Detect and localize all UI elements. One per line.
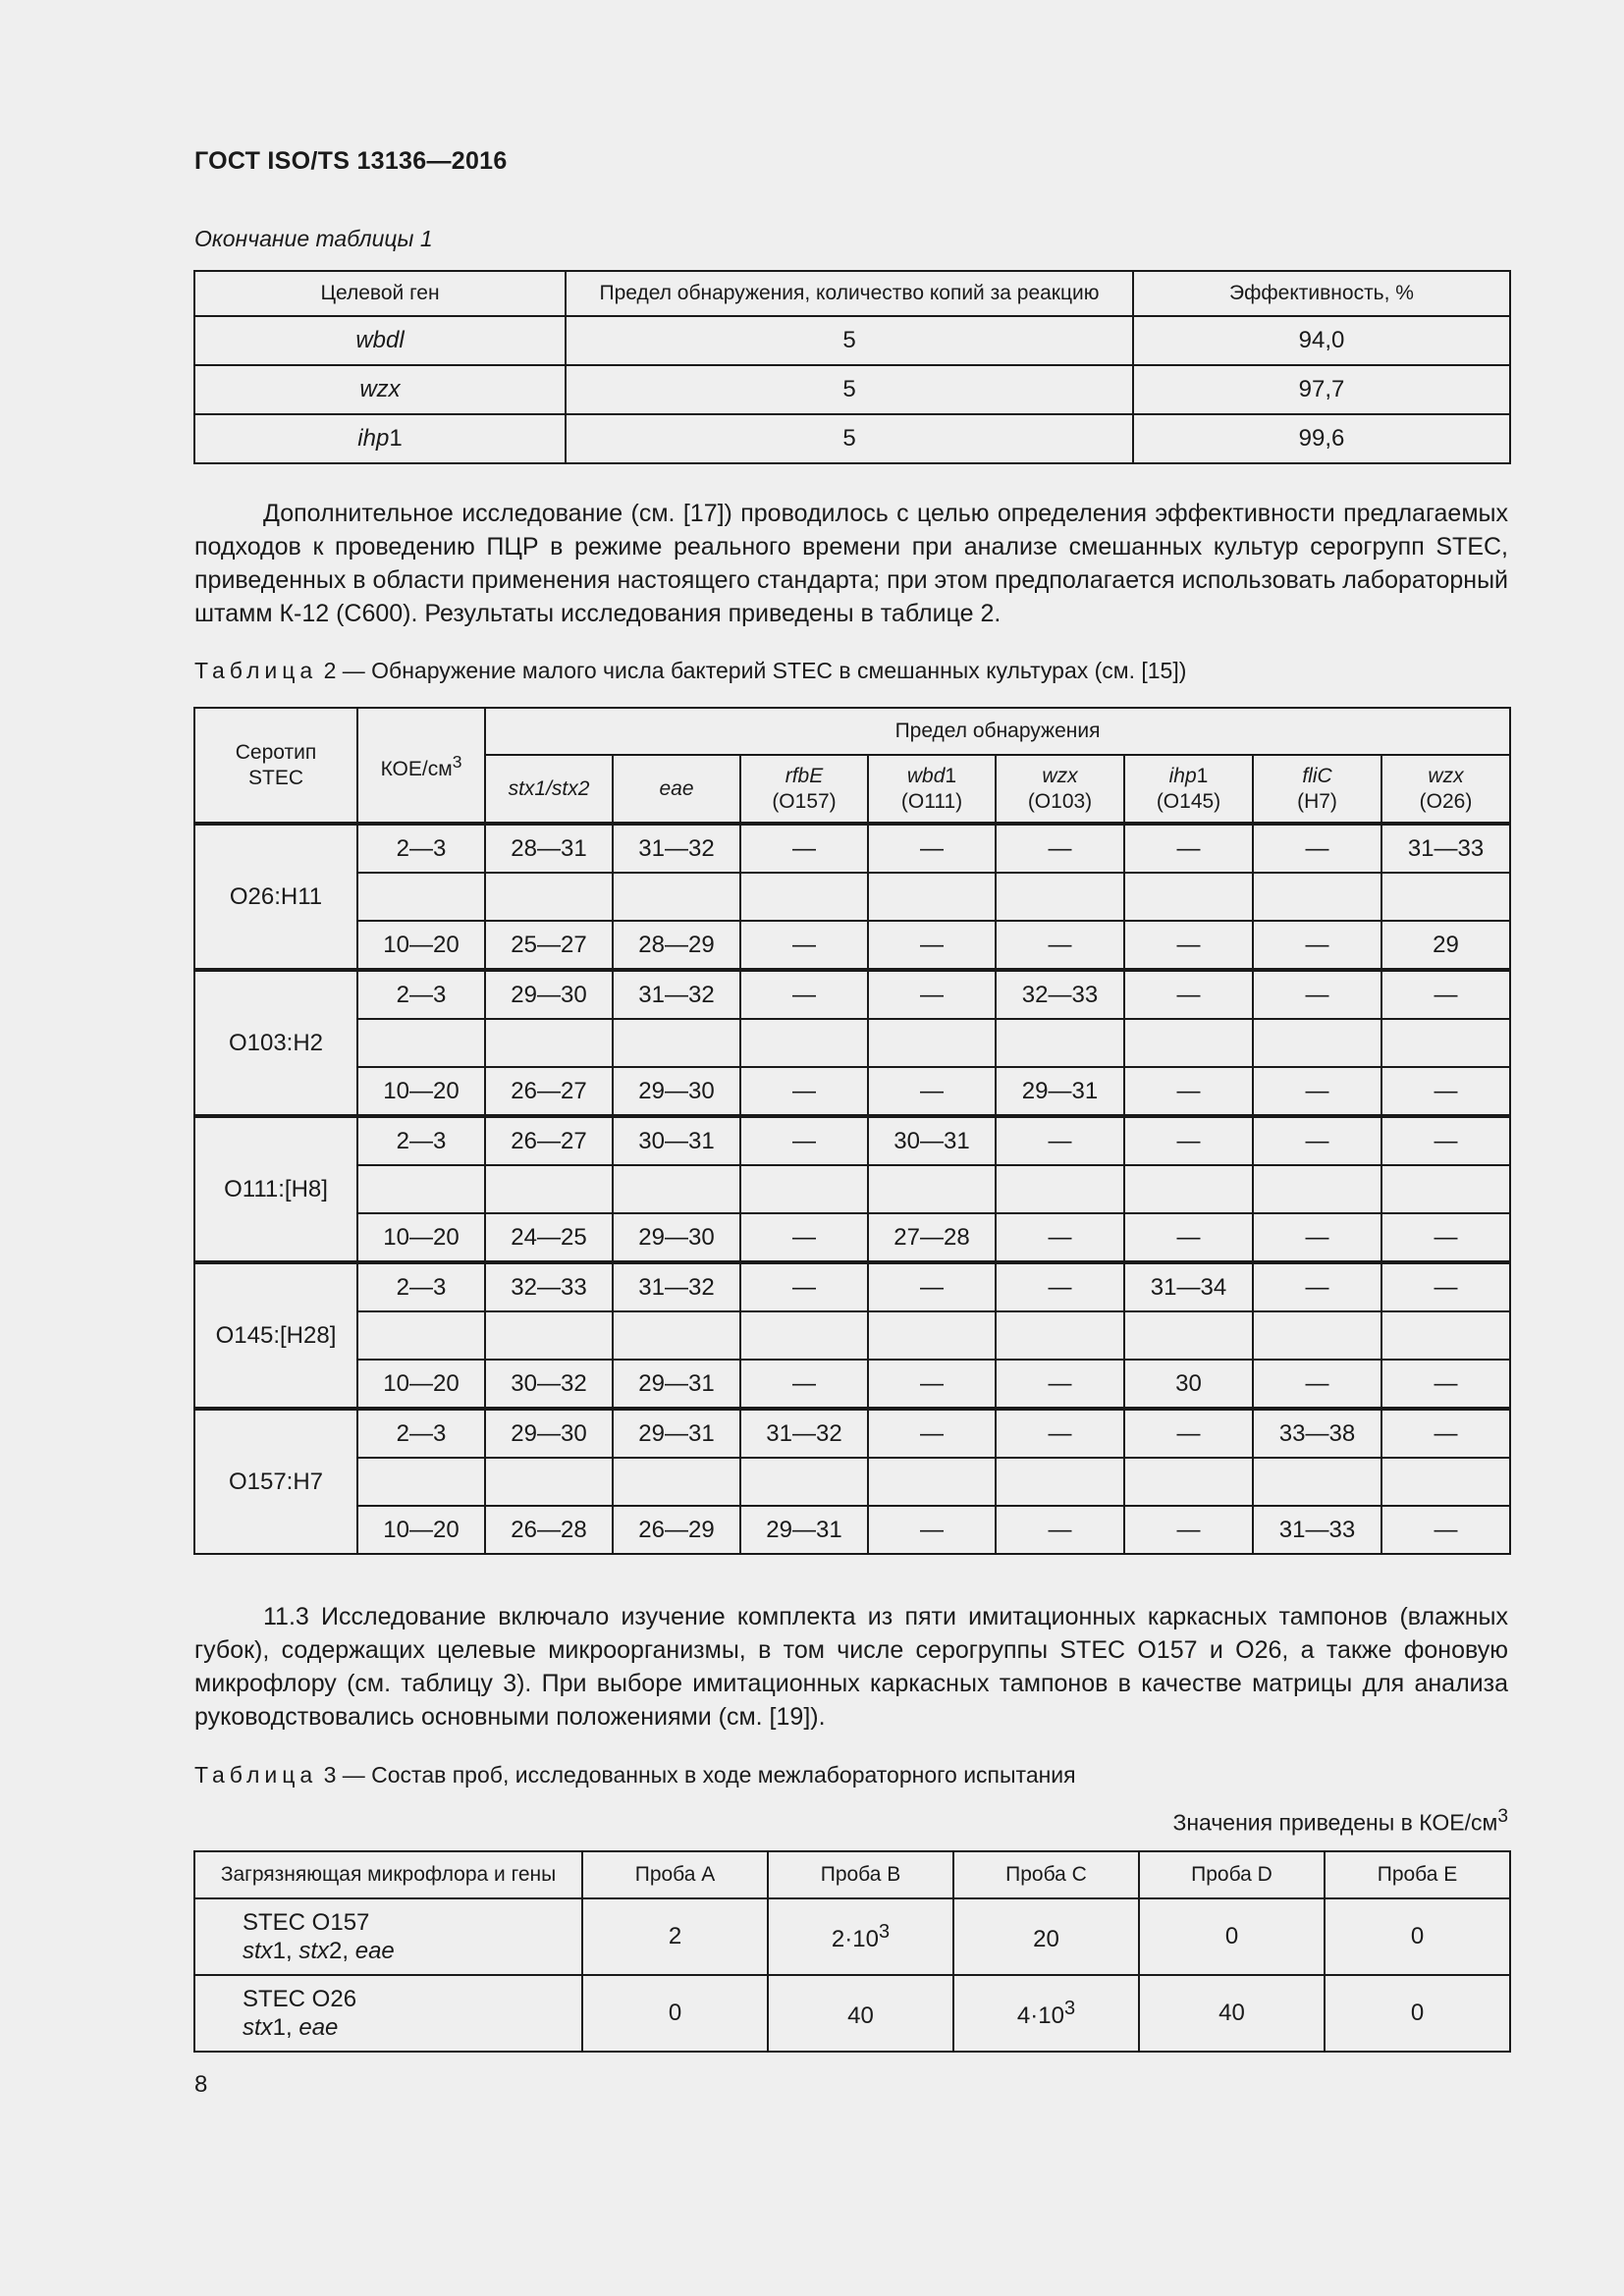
- table-cell: 29—30: [485, 1409, 613, 1458]
- table-cell: [357, 1311, 485, 1360]
- koe-cell: 10—20: [357, 1213, 485, 1262]
- table-cell: —: [1253, 921, 1381, 970]
- table-cell: [1381, 873, 1510, 921]
- table1-header-gene: Целевой ген: [194, 271, 566, 316]
- table-cell: [996, 1458, 1124, 1506]
- table-row: [194, 1975, 1510, 2052]
- table-row-empty: [194, 1458, 1510, 1506]
- table-cell: [868, 1458, 996, 1506]
- table-cell: 97,7: [1133, 365, 1510, 414]
- table2-col-flic: fliC (H7): [1253, 755, 1381, 824]
- table-cell: [1253, 1019, 1381, 1067]
- table-cell: 99,6: [1133, 414, 1510, 463]
- table-row: [194, 365, 1510, 414]
- table-cell: 31—33: [1253, 1506, 1381, 1554]
- table-row: [194, 1898, 1510, 1975]
- table-cell: —: [740, 824, 868, 873]
- table-cell: —: [1381, 1262, 1510, 1311]
- table-cell: —: [1381, 1360, 1510, 1409]
- table-cell: 29—30: [613, 1213, 740, 1262]
- table3: [193, 1850, 1511, 2053]
- table-cell: 30—31: [868, 1116, 996, 1165]
- table-cell: —: [1253, 970, 1381, 1019]
- table-cell: —: [1124, 824, 1253, 873]
- table-cell: —: [868, 970, 996, 1019]
- table-cell: $4\cdot 10^3$: [953, 1975, 1139, 2052]
- table-cell: 5: [566, 414, 1133, 463]
- table-row: [194, 414, 1510, 463]
- table-cell: [1124, 1458, 1253, 1506]
- table-cell: —: [996, 921, 1124, 970]
- koe-cell: 10—20: [357, 921, 485, 970]
- table-row: [194, 1213, 1510, 1262]
- table-cell: —: [1381, 1213, 1510, 1262]
- document-header: ГОСТ ISO/TS 13136—2016: [194, 147, 508, 175]
- table2-caption: Таблица 2 — Обнаружение малого числа бактерий STEC в смешанных культурах (см. [15]): [194, 658, 1187, 683]
- table-cell: —: [1253, 824, 1381, 873]
- table-row: [194, 1262, 1510, 1311]
- table-cell: 31—32: [740, 1409, 868, 1458]
- table-cell: —: [996, 1213, 1124, 1262]
- koe-cell: 2—3: [357, 1116, 485, 1165]
- table-cell: 28—29: [613, 921, 740, 970]
- table-cell: [357, 1019, 485, 1067]
- table-cell: wbdl: [194, 316, 566, 365]
- table-cell: —: [996, 824, 1124, 873]
- table-cell: 32—33: [485, 1262, 613, 1311]
- table-cell: [1381, 1165, 1510, 1213]
- table-cell: 27—28: [868, 1213, 996, 1262]
- table-row-empty: [194, 873, 1510, 921]
- table-cell: —: [1253, 1116, 1381, 1165]
- table-cell: [1124, 1311, 1253, 1360]
- table-cell: 29—31: [613, 1409, 740, 1458]
- table-cell: [996, 1019, 1124, 1067]
- table-cell: 29—31: [613, 1360, 740, 1409]
- table-cell: —: [1124, 1116, 1253, 1165]
- table-cell: [613, 1458, 740, 1506]
- table-cell: [613, 1019, 740, 1067]
- table2-col-ihp1: ihp1 (O145): [1124, 755, 1253, 824]
- table2-col-wzx-o103: wzx (O103): [996, 755, 1124, 824]
- koe-cell: 10—20: [357, 1506, 485, 1554]
- table-cell: 40: [768, 1975, 953, 2052]
- serotype-cell: O103:H2: [194, 970, 357, 1116]
- table-cell: [1381, 1019, 1510, 1067]
- table-cell: wzx: [194, 365, 566, 414]
- table-cell: [996, 873, 1124, 921]
- table3-header-sample-c: Проба С: [953, 1851, 1139, 1898]
- table-row-empty: [194, 1311, 1510, 1360]
- table-cell: [740, 1311, 868, 1360]
- table-cell: —: [1124, 1409, 1253, 1458]
- koe-cell: 10—20: [357, 1067, 485, 1116]
- table-row: [194, 316, 1510, 365]
- koe-cell: 2—3: [357, 970, 485, 1019]
- serotype-cell: O145:[H28]: [194, 1262, 357, 1409]
- table-cell: [1253, 1165, 1381, 1213]
- serotype-cell: O111:[H8]: [194, 1116, 357, 1262]
- table-cell: 0: [1139, 1898, 1325, 1975]
- table-cell: 20: [953, 1898, 1139, 1975]
- table-cell: 0: [1325, 1898, 1510, 1975]
- table-cell: —: [868, 824, 996, 873]
- table-cell: $2\cdot 10^3$: [768, 1898, 953, 1975]
- table-cell: [357, 1165, 485, 1213]
- paragraph-additional-study: Дополнительное исследование (см. [17]) проводилось с целью определения эффективности предлагаемых подходов к проведению ПЦР в режиме реального времени при анализе смешанных культур серогрупп STEC, приведенных в области применения настоящего стандарта; при этом предполагается использовать лабораторный штамм К-12 (С600). Результаты исследования приведены в таблице 2.: [194, 500, 1508, 627]
- table-cell: [740, 1019, 868, 1067]
- table-cell: —: [868, 1067, 996, 1116]
- table-cell: 29—31: [996, 1067, 1124, 1116]
- table-cell: STEC O157 stx1, stx2, eae: [194, 1898, 582, 1975]
- table-cell: 31—32: [613, 824, 740, 873]
- table-cell: 5: [566, 365, 1133, 414]
- table-cell: [1124, 873, 1253, 921]
- koe-cell: 2—3: [357, 1262, 485, 1311]
- table3-header-microflora: Загрязняющая микрофлора и гены: [194, 1851, 582, 1898]
- table2-header-koe: КОЕ/$см^3$: [357, 708, 485, 824]
- table-cell: —: [740, 970, 868, 1019]
- table-cell: [357, 873, 485, 921]
- table3-caption: Таблица 3 — Состав проб, исследованных в ходе межлабораторного испытания: [194, 1762, 1076, 1788]
- page-number: 8: [194, 2071, 208, 2098]
- table-cell: 26—27: [485, 1116, 613, 1165]
- table-row: [194, 1506, 1510, 1554]
- table1-header-efficiency: Эффективность, %: [1133, 271, 1510, 316]
- table-row: [194, 1409, 1510, 1458]
- table-cell: —: [740, 1116, 868, 1165]
- table-cell: —: [1381, 1409, 1510, 1458]
- table-row-empty: [194, 1165, 1510, 1213]
- table-cell: 24—25: [485, 1213, 613, 1262]
- table-row: [194, 1067, 1510, 1116]
- table-cell: [740, 873, 868, 921]
- table-cell: 29—31: [740, 1506, 868, 1554]
- table-cell: [1381, 1311, 1510, 1360]
- table-cell: 29—30: [485, 970, 613, 1019]
- table-cell: [740, 1165, 868, 1213]
- table-cell: [1253, 1458, 1381, 1506]
- table-cell: [1381, 1458, 1510, 1506]
- table-cell: —: [1124, 921, 1253, 970]
- table-cell: —: [996, 1506, 1124, 1554]
- table-cell: 30—31: [613, 1116, 740, 1165]
- table3-header-sample-d: Проба D: [1139, 1851, 1325, 1898]
- table-cell: 31—34: [1124, 1262, 1253, 1311]
- table-cell: 25—27: [485, 921, 613, 970]
- table-cell: [1253, 873, 1381, 921]
- table-cell: —: [868, 921, 996, 970]
- table1: [193, 270, 1511, 464]
- table-row: [194, 970, 1510, 1019]
- table-cell: STEC O26 stx1, eae: [194, 1975, 582, 2052]
- table-cell: 29: [1381, 921, 1510, 970]
- table-cell: —: [1124, 970, 1253, 1019]
- table-cell: —: [868, 1262, 996, 1311]
- table-cell: [1124, 1019, 1253, 1067]
- table-cell: —: [740, 1262, 868, 1311]
- table-row: [194, 1360, 1510, 1409]
- table-cell: 31—33: [1381, 824, 1510, 873]
- table-cell: ihp1: [194, 414, 566, 463]
- table-cell: 29—30: [613, 1067, 740, 1116]
- table-cell: 30—32: [485, 1360, 613, 1409]
- table-row: [194, 1116, 1510, 1165]
- table-cell: 2: [582, 1898, 768, 1975]
- table-cell: —: [1253, 1360, 1381, 1409]
- table-cell: 26—27: [485, 1067, 613, 1116]
- table2-header-serotype: Серотип STEC: [194, 708, 357, 824]
- table-cell: 0: [582, 1975, 768, 2052]
- table-cell: [485, 873, 613, 921]
- table-cell: —: [1381, 1067, 1510, 1116]
- table-cell: —: [868, 1360, 996, 1409]
- table2-col-eae: eae: [613, 755, 740, 824]
- table-cell: [1124, 1165, 1253, 1213]
- serotype-cell: O157:H7: [194, 1409, 357, 1554]
- table-cell: —: [1253, 1067, 1381, 1116]
- table-cell: [485, 1458, 613, 1506]
- table-cell: [868, 1311, 996, 1360]
- table-cell: [613, 873, 740, 921]
- table-cell: —: [1124, 1067, 1253, 1116]
- table-cell: [996, 1311, 1124, 1360]
- table-cell: —: [740, 1213, 868, 1262]
- table-cell: [613, 1311, 740, 1360]
- koe-cell: 2—3: [357, 1409, 485, 1458]
- table-cell: —: [1124, 1506, 1253, 1554]
- table-cell: —: [996, 1409, 1124, 1458]
- table-cell: —: [868, 1506, 996, 1554]
- table-cell: 40: [1139, 1975, 1325, 2052]
- table1-header-limit: Предел обнаружения, количество копий за реакцию: [566, 271, 1133, 316]
- table-cell: 0: [1325, 1975, 1510, 2052]
- table-cell: [613, 1165, 740, 1213]
- table-cell: —: [740, 1067, 868, 1116]
- table-cell: 94,0: [1133, 316, 1510, 365]
- table-cell: —: [1124, 1213, 1253, 1262]
- table-cell: —: [1253, 1262, 1381, 1311]
- table-cell: [868, 1019, 996, 1067]
- table-cell: 5: [566, 316, 1133, 365]
- table3-header-sample-a: Проба А: [582, 1851, 768, 1898]
- table-cell: 33—38: [1253, 1409, 1381, 1458]
- table-cell: [996, 1165, 1124, 1213]
- paragraph-11-3: 11.3 Исследование включало изучение комплекта из пяти имитационных каркасных тампонов (влажных губок), содержащих целевые микроорганизмы, в том числе серогруппы STEC O157 и O26, а также фоновую микрофлору (см. таблицу 3). При выборе имитационных каркасных тампонов в качестве матрицы для анализа руководствовались основными положениями (см. [19]).: [194, 1603, 1508, 1731]
- table-cell: 32—33: [996, 970, 1124, 1019]
- table-cell: —: [1381, 1506, 1510, 1554]
- table-cell: 31—32: [613, 1262, 740, 1311]
- table-cell: —: [996, 1360, 1124, 1409]
- koe-cell: 2—3: [357, 824, 485, 873]
- table1-caption: Окончание таблицы 1: [194, 226, 433, 251]
- table2-header-detection-limit: Предел обнаружения: [485, 708, 1510, 755]
- table-cell: [485, 1311, 613, 1360]
- table-row: [194, 921, 1510, 970]
- table2-col-rfbe: rfbE (O157): [740, 755, 868, 824]
- table-cell: [1253, 1311, 1381, 1360]
- table-cell: [357, 1458, 485, 1506]
- table-cell: 28—31: [485, 824, 613, 873]
- table-cell: [868, 1165, 996, 1213]
- table-cell: —: [1253, 1213, 1381, 1262]
- table-cell: —: [1381, 1116, 1510, 1165]
- serotype-cell: O26:H11: [194, 824, 357, 970]
- table-cell: 31—32: [613, 970, 740, 1019]
- table-cell: —: [740, 921, 868, 970]
- table2-col-stx: stx1/stx2: [485, 755, 613, 824]
- table-cell: —: [868, 1409, 996, 1458]
- table-cell: [485, 1019, 613, 1067]
- table-cell: [868, 873, 996, 921]
- table-cell: 26—29: [613, 1506, 740, 1554]
- table3-units-note: Значения приведены в КОЕ/$см^3$: [1172, 1806, 1508, 1836]
- table-cell: 26—28: [485, 1506, 613, 1554]
- table-cell: 30: [1124, 1360, 1253, 1409]
- koe-cell: 10—20: [357, 1360, 485, 1409]
- table-cell: —: [1381, 970, 1510, 1019]
- table2: [193, 707, 1511, 1555]
- table3-header-sample-b: Проба В: [768, 1851, 953, 1898]
- table-cell: —: [996, 1262, 1124, 1311]
- table-cell: —: [740, 1360, 868, 1409]
- table-row: [194, 824, 1510, 873]
- table-cell: [740, 1458, 868, 1506]
- table2-col-wzx-o26: wzx (O26): [1381, 755, 1510, 824]
- table3-header-sample-e: Проба Е: [1325, 1851, 1510, 1898]
- table2-col-wbd1: wbd1 (O111): [868, 755, 996, 824]
- table-cell: —: [996, 1116, 1124, 1165]
- table-row-empty: [194, 1019, 1510, 1067]
- table-cell: [485, 1165, 613, 1213]
